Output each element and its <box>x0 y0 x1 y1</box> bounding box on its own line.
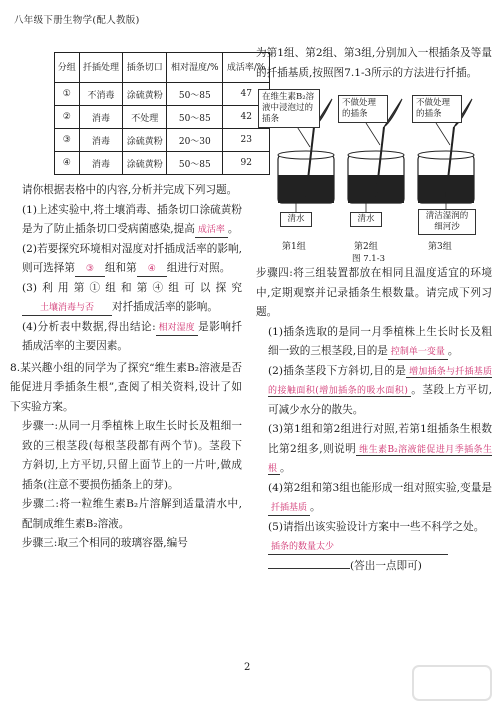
table-cell: 50～85 <box>167 83 223 106</box>
table-cell: ① <box>55 83 80 106</box>
left-column <box>10 52 266 554</box>
q1-answer: 成活率 <box>195 223 228 238</box>
table-cell: 92 <box>223 152 270 175</box>
figure-box-3: 不做处理的插条 <box>412 95 462 123</box>
q2-answer-2: ④ <box>137 262 167 277</box>
table-cell: 23 <box>223 129 270 152</box>
r-q5-text: (5)请指出该实验设计方案中一些不科学之处。 <box>268 520 485 533</box>
r-q2-text: (2)插条茎段下方斜切,目的是 <box>268 364 407 377</box>
figure-label-3: 清洁湿润的细河沙 <box>418 209 476 235</box>
question-1 <box>10 201 242 240</box>
th-group: 分组 <box>55 53 80 83</box>
group-1-label: 第1组 <box>282 242 306 252</box>
figure-label-2: 清水 <box>350 212 382 227</box>
q2-text: (2)若要探究环境相对湿度对扦插成活率的影响,则可选择第 <box>22 242 242 274</box>
q3-tail: 对扦插成活率的影响。 <box>112 301 218 313</box>
intro-text: 请你根据表格中的内容,分析并完成下列习题。 <box>22 184 238 196</box>
table-cell: 涂硫黄粉 <box>123 129 167 152</box>
q1-tail: 。 <box>227 223 239 235</box>
table-cell: 20～30 <box>167 129 223 152</box>
r-q5-blank <box>268 568 350 569</box>
table-cell: 42 <box>223 106 270 129</box>
r-q3-answer: 维生素B₂溶液能促进月季插条生根 <box>268 444 492 474</box>
table-cell: 不消毒 <box>79 83 123 106</box>
r-q4-text: (4)第2组和第3组也能形成一组对照实验,变量是 <box>268 481 492 494</box>
page-number: 2 <box>244 662 251 673</box>
th-cut: 插条切口 <box>123 53 167 83</box>
r-question-3 <box>256 420 492 479</box>
q2-tail: 组进行对照。 <box>166 262 231 274</box>
r-question-2 <box>256 362 492 421</box>
table-row <box>55 83 270 106</box>
r-q1-tail: 。 <box>447 345 459 357</box>
r-q4-answer: 扦插基质 <box>268 501 310 516</box>
group-3-label: 第3组 <box>428 242 452 252</box>
figure-label-1: 清水 <box>280 212 312 227</box>
r-q3-text: (3)第1组和第2组进行对照,若第1组插条生根数比第2组多,则说明 <box>268 423 492 455</box>
q3-answer: 土壤消毒与否 <box>22 301 112 316</box>
table-cell: 不处理 <box>123 106 167 129</box>
step-3: 步骤三:取三个相同的玻璃容器,编号 <box>22 537 188 549</box>
r-question-4 <box>256 479 492 518</box>
q2-answer-1: ③ <box>75 262 105 277</box>
table-cell: 涂硫黄粉 <box>123 83 167 106</box>
figure-caption: 图 7.1-3 <box>352 254 385 264</box>
step-4: 步骤四:将三组装置都放在相同且温度适宜的环境中,定期观察并记录插条生根数量。请完成下列习题。 <box>256 267 492 318</box>
r-question-5-answer-line <box>256 537 492 557</box>
r-q1-answer: 控制单一变量 <box>388 345 448 360</box>
figure-box-1: 在维生素B₂溶液中浸泡过的插条 <box>258 89 320 128</box>
th-humidity: 相对湿度/% <box>167 53 223 83</box>
question-2 <box>10 240 242 279</box>
table-cell: ② <box>55 106 80 129</box>
step-3-continued: 为第1组、第2组、第3组,分别加入一根插条及等量的扦插基质,按照图7.1-3所示的方法进行扦插。 <box>256 47 492 79</box>
question-4 <box>10 318 242 357</box>
table-cell: 消毒 <box>79 152 123 175</box>
r-question-5 <box>256 518 492 538</box>
r-q5-note: (答出一点即可) <box>350 559 422 572</box>
table-cell: 消毒 <box>79 106 123 129</box>
r-question-1 <box>256 323 492 362</box>
table-cell: 50～85 <box>167 152 223 175</box>
q3-text: (3)利用第①组和第④组可以探究 <box>22 281 242 294</box>
q1-text: (1)上述实验中,将土壤消毒、插条切口涂硫黄粉是为了防止插条切口受病菌感染,提高 <box>22 203 242 235</box>
group-2-label: 第2组 <box>354 242 378 252</box>
th-survival: 成活率/% <box>223 53 270 83</box>
r-q2-answer: 增加插条与扦插基质的接触面积(增加插条的吸水面积) <box>268 366 492 396</box>
q2-mid: 组和第 <box>104 262 137 274</box>
right-column <box>256 44 492 576</box>
r-q1-text: (1)插条选取的是同一月季植株上生长时长及粗细一致的三根茎段,目的是 <box>268 325 492 357</box>
table-cell: ③ <box>55 129 80 152</box>
table-row <box>55 129 270 152</box>
step-2: 步骤二:将一粒维生素B₂片溶解到适量清水中,配制成维生素B₂溶液。 <box>22 498 242 530</box>
th-treatment: 扦插处理 <box>79 53 123 83</box>
watermark-logo-icon <box>412 665 492 701</box>
r-q5-answer: 插条的数量太少 <box>268 540 448 555</box>
table-cell: ④ <box>55 152 80 175</box>
table-header-row <box>55 53 270 83</box>
figure-7-1-3 <box>256 87 492 262</box>
table-cell: 50～85 <box>167 106 223 129</box>
experiment-table <box>54 52 270 175</box>
table-cell: 消毒 <box>79 129 123 152</box>
r-q4-tail: 。 <box>310 501 321 513</box>
r-q3-tail: 。 <box>280 462 291 474</box>
figure-box-2: 不做处理的插条 <box>338 95 388 123</box>
q4-answer: 相对湿度 <box>156 321 198 336</box>
table-cell: 47 <box>223 83 270 106</box>
r-q2-tail: 。茎段上方平切,可减少水分的散失。 <box>268 384 492 416</box>
q4-tail: 是影响扦插成活率的主要因素。 <box>22 320 242 352</box>
table-row <box>55 152 270 175</box>
table-row <box>55 106 270 129</box>
question-3 <box>10 279 242 318</box>
question-8-title: 8.某兴趣小组的同学为了探究“维生素B₂溶液是否能促进月季插条生根”,查阅了相关资料,设计了如下实验方案。 <box>10 361 242 413</box>
r-question-5-note-line <box>256 557 492 577</box>
table-cell: 涂硫黄粉 <box>123 152 167 175</box>
step-1: 步骤一:从同一月季植株上取生长时长及粗细一致的三根茎段(每根茎段都有两个节)。茎段下方斜切,上方平切,只留上面节上的一片叶,做成插条(注意不要损伤插条上的芽)。 <box>22 420 242 491</box>
q4-text: (4)分析表中数据,得出结论: <box>22 320 156 333</box>
page-header: 八年级下册生物学(配人教版) <box>14 15 140 26</box>
